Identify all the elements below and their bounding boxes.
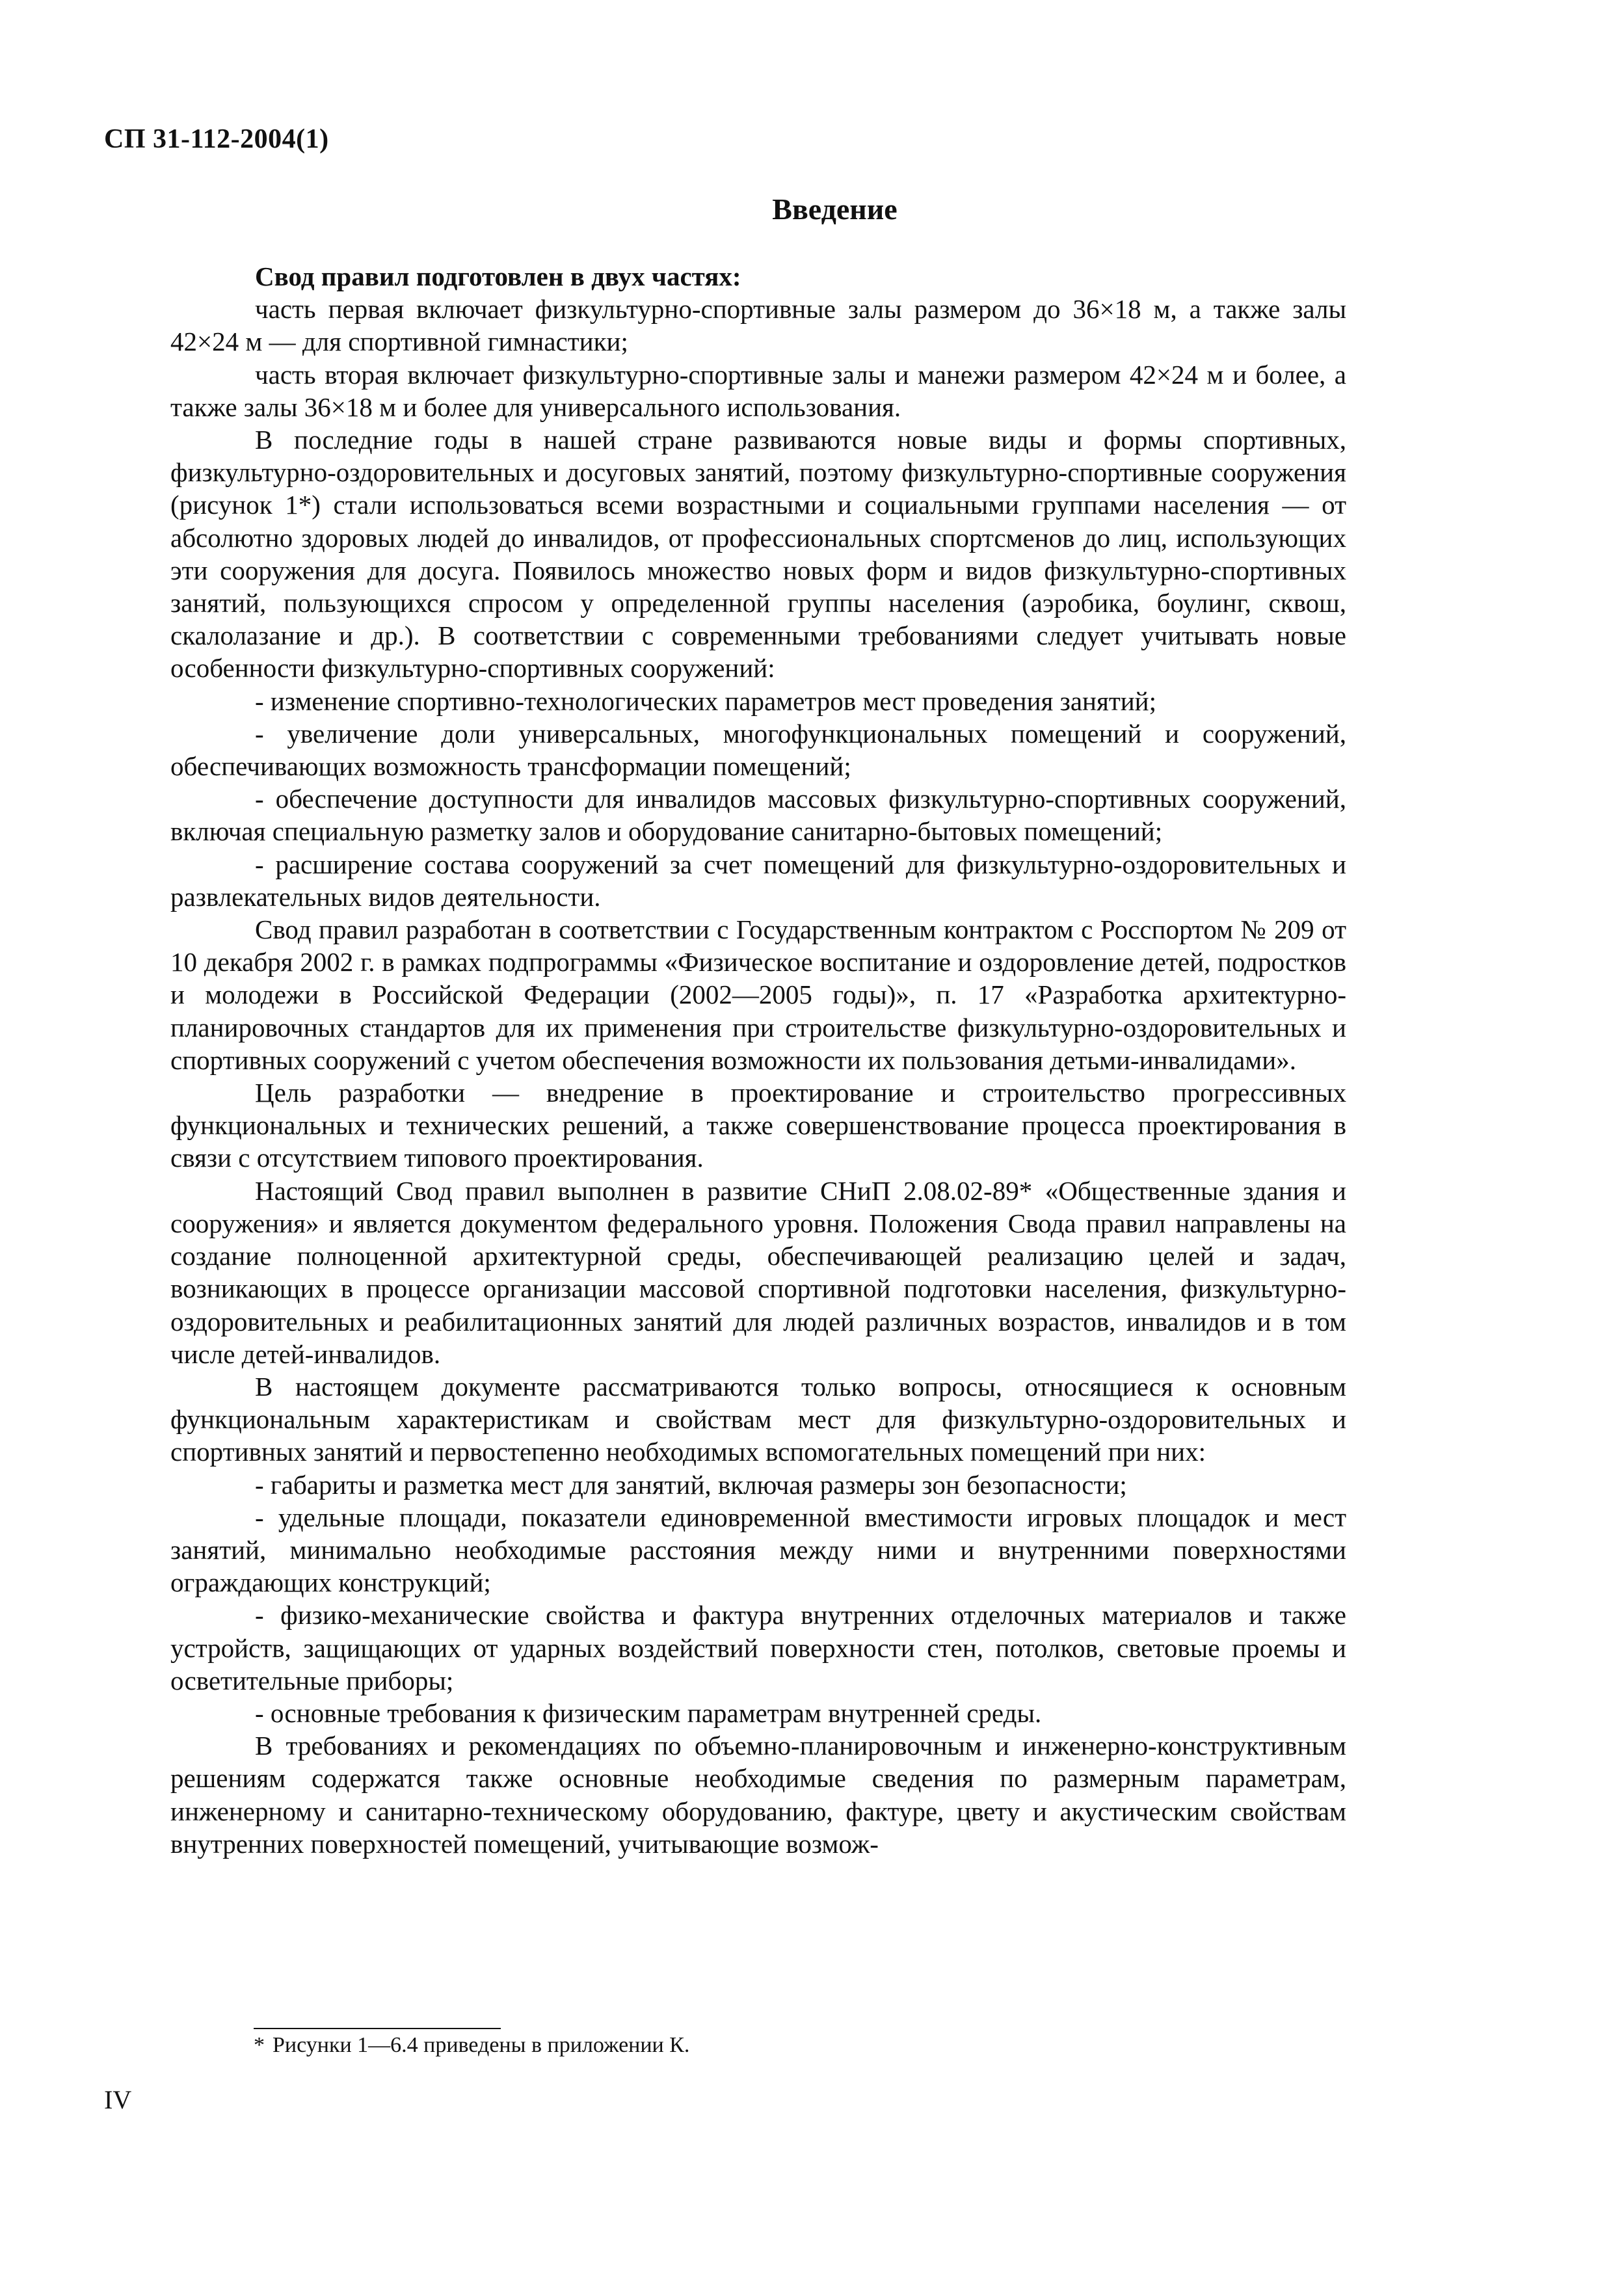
section-title: Введение <box>772 193 898 226</box>
paragraph: Свод правил разработан в соответствии с Государственным контрактом с Роcспортом № 209 от 10 декабря 2002 г. в рамках подпрограммы «Физическое воспитание и оздоровление детей, подростков и молодежи в Российской Федерации (2002—2005 годы)», п. 17 «Разработка архитектурно-планировочных стандартов для их применения при строительстве физкультурно-оздоровительных и спортивных сооружений с учетом обеспечения возможности их пользования детьми-инвалидами». <box>170 914 1346 1075</box>
paragraph: - расширение состава сооружений за счет помещений для физкультурно-оздоровительных и развлекательных видов деятельности. <box>170 849 1346 912</box>
paragraph: - физико-механические свойства и фактура внутренних отделочных материалов и также устройств, защищающих от ударных воздействий поверхности стен, потолков, световые проемы и осветительные приборы; <box>170 1600 1346 1696</box>
paragraph: В последние годы в нашей стране развиваются новые виды и формы спортивных, физкультурно-оздоровительных и досуговых занятий, поэтому физкультурно-спортивные сооружения (рисунок 1*) стали использоваться всеми возрастными и социальными группами населения — от абсолютно здоровых людей до инвалидов, от профессиональных спортсменов до лиц, использующих эти сооружения для досуга. Появилось множество новых форм и видов физкультурно-спортивных занятий, пользующихся спросом у определенной группы населения (аэробика, боулинг, сквош, скалолазание и др.). В соответствии с современными требованиями следует учитывать новые особенности физкультурно-спортивных сооружений: <box>170 425 1346 684</box>
paragraph: - габариты и разметка мест для занятий, включая размеры зон безопасности; <box>255 1469 1127 1500</box>
page-number: IV <box>104 2085 132 2114</box>
paragraph: - изменение спортивно-технологических параметров мест проведения занятий; <box>255 685 1157 716</box>
footnote-marker: * <box>254 2033 265 2057</box>
document-code: СП 31-112-2004(1) <box>104 124 329 154</box>
paragraph: Настоящий Свод правил выполнен в развитие СНиП 2.08.02-89* «Общественные здания и сооружения» и является документом федерального уровня. Положения Свода правил направлены на создание полноценной архитектурной среды, обеспечивающей реализацию целей и задач, возникающих в процессе организации массовой спортивной подготовки населения, физкультурно-оздоровительных и реабилитационных занятий для людей различных возрастов, инвалидов и в том числе детей-инвалидов. <box>170 1175 1346 1369</box>
footnote-text: Рисунки 1—6.4 приведены в приложении К. <box>273 2033 690 2057</box>
footnote <box>254 2032 689 2058</box>
footnote-divider <box>254 2028 501 2029</box>
paragraph: Цель разработки — внедрение в проектирование и строительство прогрессивных функциональных и технических решений, а также совершенствование процесса проектирования в связи с отсутствием типового проектирования. <box>170 1078 1346 1173</box>
paragraph: часть вторая включает физкультурно-спортивные залы и манежи размером 42×24 м и более, а также залы 36×18 м и более для универсального использования. <box>170 359 1346 422</box>
paragraph: В настоящем документе рассматриваются только вопросы, относящиеся к основным функциональным характеристикам и свойствам мест для физкультурно-оздоровительных и спортивных занятий и первостепенно необходимых вспомогательных помещений при них: <box>170 1371 1346 1467</box>
body-text <box>170 260 1346 1860</box>
paragraph: В требованиях и рекомендациях по объемно-планировочным и инженерно-конструктивным решениям содержатся также основные необходимые сведения по размерным параметрам, инженерному и санитарно-техническому оборудованию, фактуре, цвету и акустическим свойствам внутренних поверхностей помещений, учитывающие возмож- <box>170 1731 1346 1859</box>
paragraph: - обеспечение доступности для инвалидов массовых физкультурно-спортивных сооружений, включая специальную разметку залов и оборудование санитарно-бытовых помещений; <box>170 784 1346 847</box>
lead-paragraph: Свод правил подготовлен в двух частях: <box>255 261 741 291</box>
paragraph: - удельные площади, показатели единовременной вместимости игровых площадок и мест занятий, минимально необходимые расстояния между ними и внутренними поверхностями ограждающих конструкций; <box>170 1502 1346 1598</box>
paragraph: часть первая включает физкультурно-спортивные залы размером до 36×18 м, а также залы 42×24 м — для спортивной гимнастики; <box>170 294 1346 357</box>
paragraph: - основные требования к физическим параметрам внутренней среды. <box>255 1697 1042 1728</box>
paragraph: - увеличение доли универсальных, многофункциональных помещений и сооружений, обеспечивающих возможность трансформации помещений; <box>170 718 1346 782</box>
